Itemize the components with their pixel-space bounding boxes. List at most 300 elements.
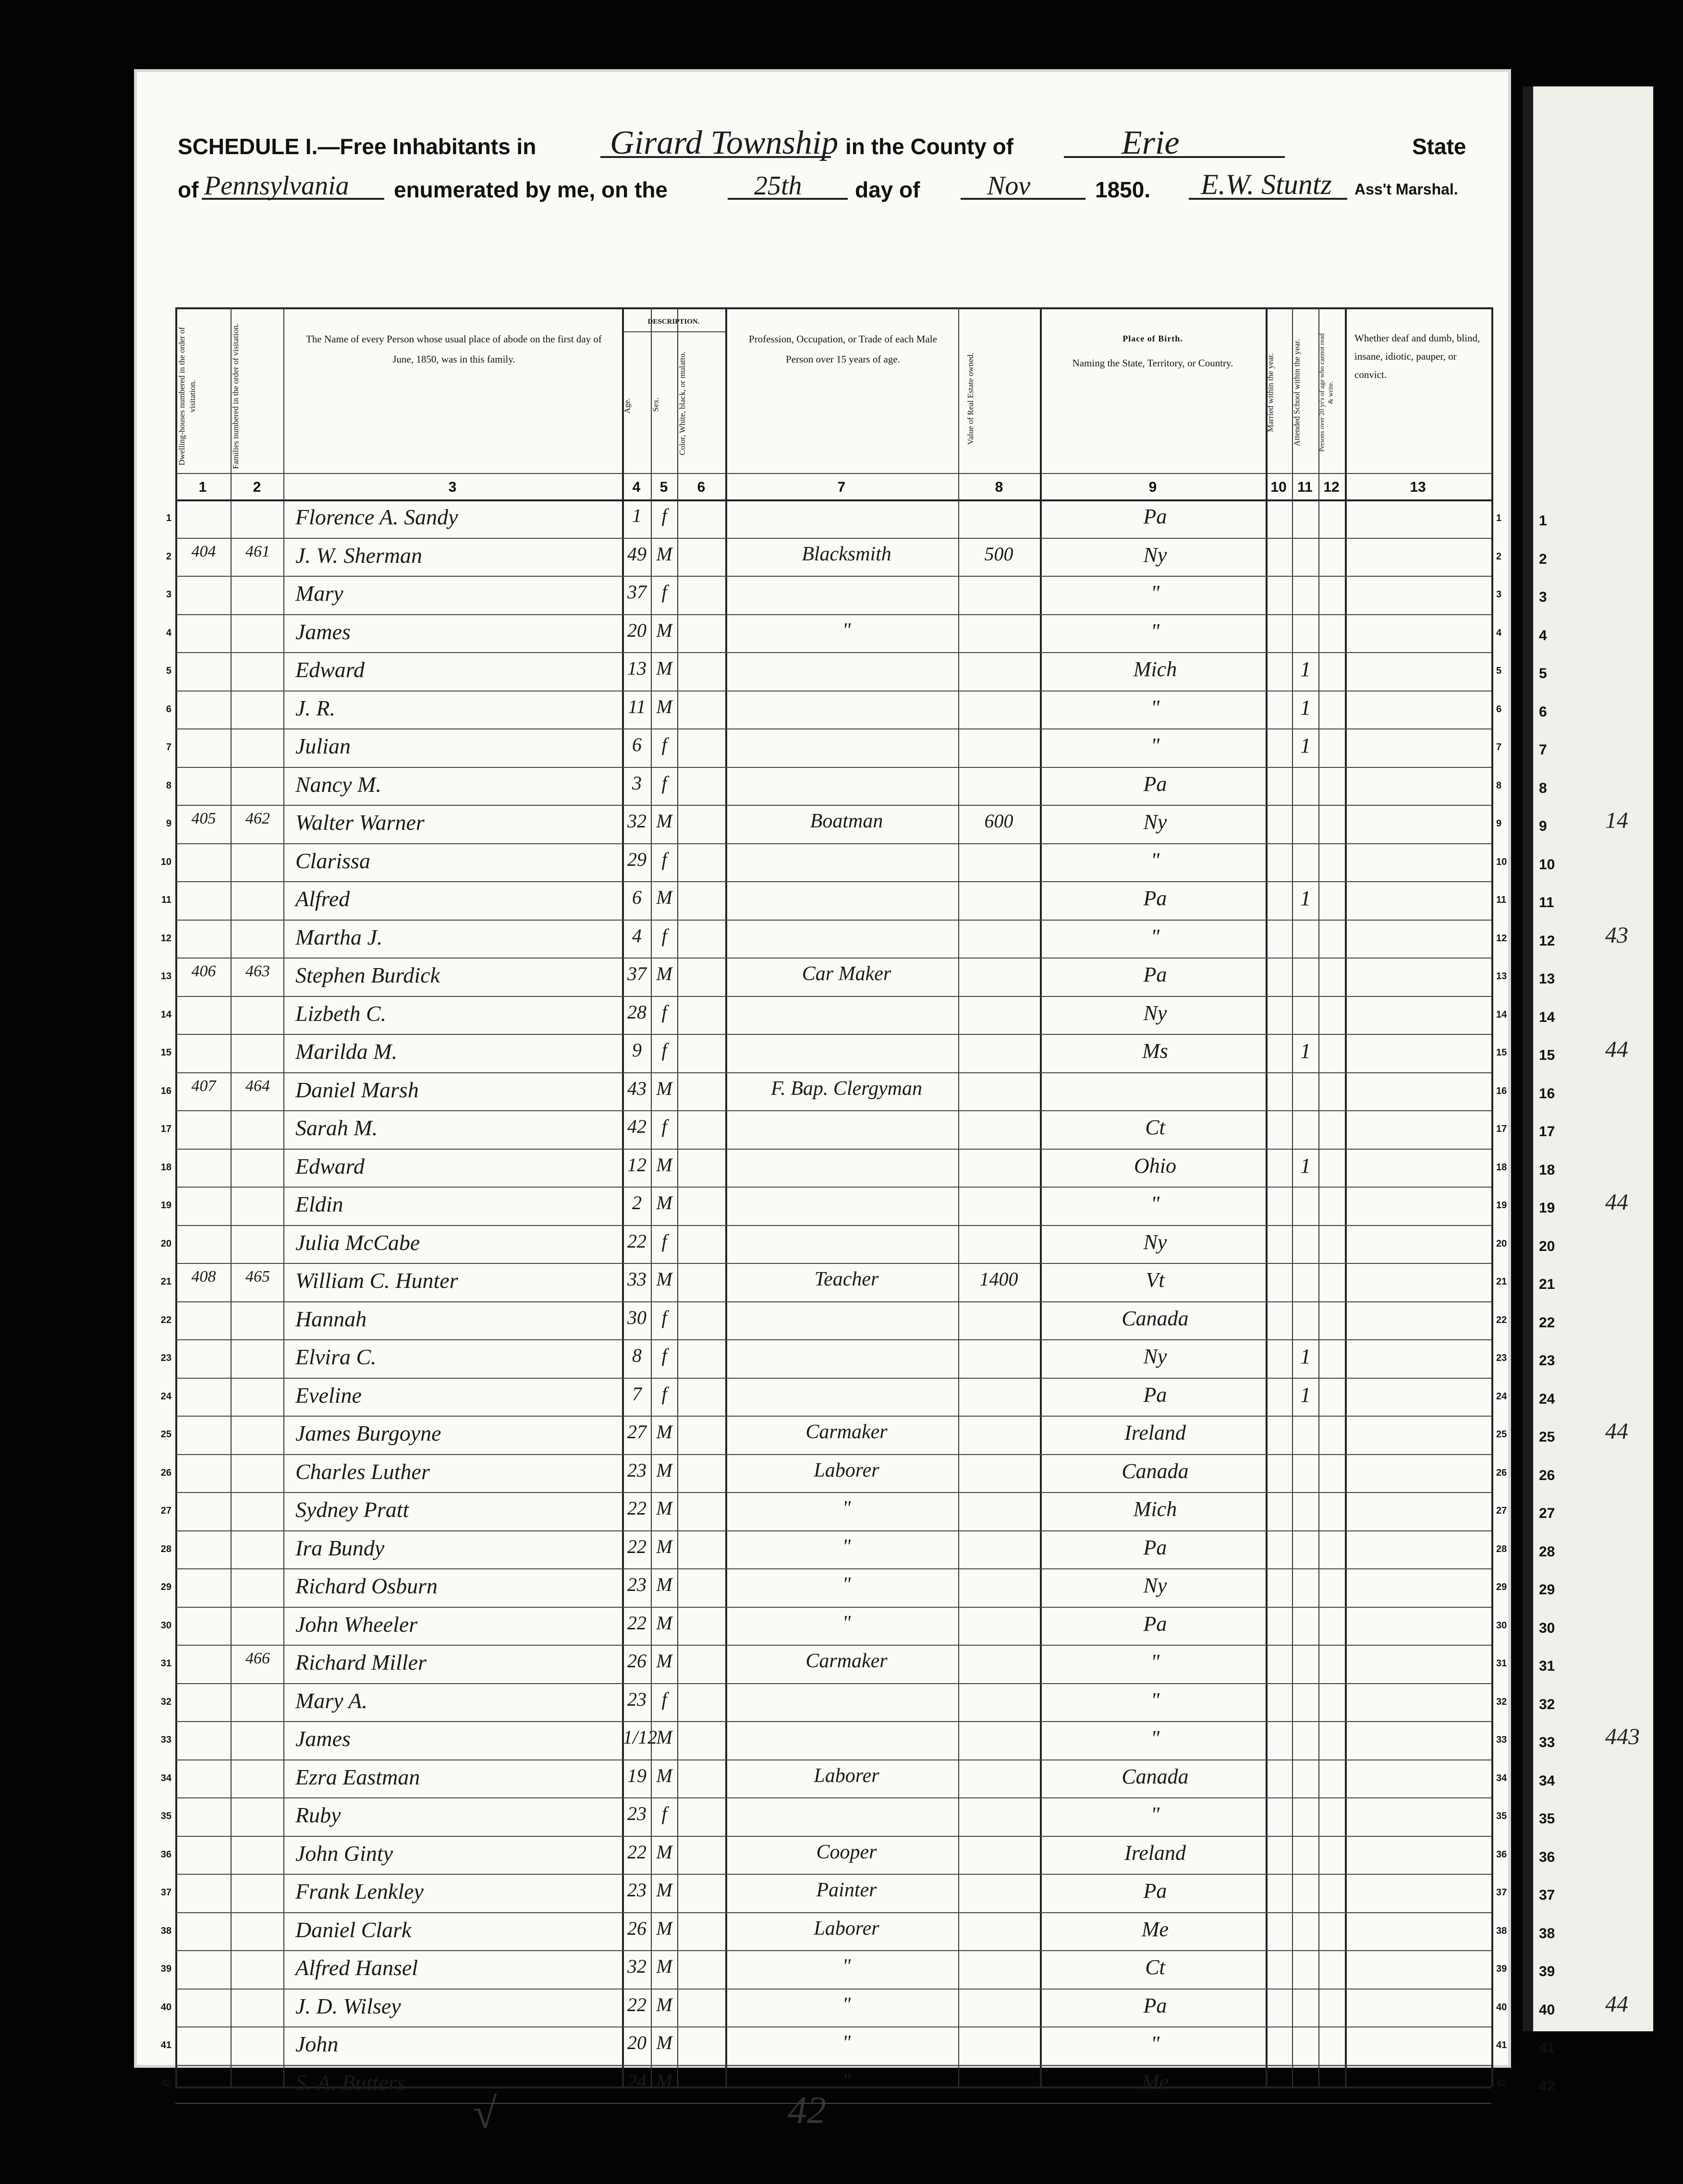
cell-birthplace: Canada: [1122, 1764, 1189, 1788]
cell-birthplace: Ohio: [1134, 1153, 1176, 1177]
adjacent-line-number: 10: [1539, 856, 1555, 873]
cell-name: James: [295, 619, 351, 644]
cell-sex: M: [656, 1421, 672, 1443]
row-rule: [175, 1187, 1491, 1188]
row-rule: [175, 652, 1491, 653]
line-number-left: 37: [160, 1887, 171, 1898]
cell-birthplace: ": [1150, 848, 1160, 872]
row-rule: [175, 2026, 1491, 2027]
line-number-right: 15: [1496, 1047, 1507, 1058]
row-rule: [175, 2065, 1491, 2066]
cell-name: Daniel Clark: [295, 1917, 412, 1942]
cell-name: Ruby: [295, 1803, 341, 1827]
column-number-bottom: [175, 499, 1491, 501]
line-number-right: 31: [1496, 1658, 1507, 1669]
line-number-right: 11: [1496, 895, 1507, 905]
row-rule: [175, 1607, 1491, 1608]
county-value: Erie: [1122, 124, 1180, 161]
cell-occupation: Laborer: [814, 1917, 879, 1940]
cell-occupation: ": [842, 1497, 851, 1519]
cell-name: Hannah: [295, 1306, 367, 1331]
adjacent-line-number: 24: [1539, 1391, 1555, 1407]
cell-name: Mary A.: [295, 1688, 367, 1713]
cell-occupation: ": [842, 1955, 851, 1978]
line-number-right: 22: [1496, 1314, 1507, 1325]
cell-birthplace: ": [1150, 1726, 1160, 1750]
cell-age: 23: [627, 1803, 646, 1824]
cell-name: Marilda M.: [295, 1039, 398, 1064]
cell-name: Richard Miller: [295, 1650, 427, 1674]
cell-birthplace: ": [1150, 2032, 1160, 2055]
row-rule: [175, 881, 1491, 882]
row-rule: [175, 1874, 1491, 1875]
header-school: Attended School within the year.: [1292, 339, 1302, 447]
cell-sex: M: [656, 543, 672, 565]
adjacent-line-number: 26: [1539, 1467, 1555, 1483]
cell-name: Florence A. Sandy: [295, 505, 458, 529]
cell-family: 465: [245, 1268, 270, 1286]
cell-occupation: Painter: [816, 1879, 877, 1901]
cell-sex: M: [656, 1077, 672, 1099]
cell-occupation: F. Bap. Clergyman: [771, 1077, 922, 1100]
cell-name: J. W. Sherman: [295, 543, 423, 568]
cell-sex: f: [661, 1230, 667, 1252]
header-name: The Name of every Person whose usual place of abode on the first day of June, 1850, was in this family.: [306, 333, 602, 365]
row-rule: [175, 614, 1491, 615]
line-number-right: 28: [1496, 1543, 1507, 1554]
cell-sex: f: [661, 1001, 667, 1023]
header-family: Families numbered in the order of visitation.: [231, 323, 240, 469]
adjacent-line-number: 42: [1539, 2078, 1555, 2094]
cell-birthplace: Ny: [1143, 543, 1167, 567]
cell-birthplace: Ny: [1143, 1574, 1167, 1597]
cell-sex: M: [656, 1764, 672, 1786]
row-rule: [175, 1530, 1491, 1531]
cell-sex: M: [656, 1268, 672, 1290]
line-number-left: 27: [160, 1505, 171, 1516]
column-number: 9: [1148, 479, 1157, 495]
cell-age: 26: [627, 1917, 646, 1939]
row-rule: [175, 1416, 1491, 1417]
cell-occupation: Teacher: [814, 1268, 879, 1290]
cell-sex: M: [656, 1574, 672, 1595]
adjacent-line-number: 34: [1539, 1772, 1555, 1789]
cell-name: John Ginty: [295, 1841, 393, 1866]
cell-sex: f: [661, 1688, 667, 1710]
line-number-left: 34: [160, 1772, 171, 1784]
adjacent-page-mark: 44: [1605, 1419, 1628, 1444]
cell-sex: f: [661, 1803, 667, 1824]
cell-occupation: ": [842, 2070, 851, 2092]
cell-name: Stephen Burdick: [295, 963, 440, 987]
line-number-left: 21: [160, 1276, 171, 1287]
header-sex: Sex.: [651, 397, 660, 412]
cell-name: Edward: [295, 657, 365, 682]
cell-birthplace: Pa: [1143, 1879, 1167, 1903]
line-number-right: 21: [1496, 1276, 1507, 1287]
col-line-10: [1292, 307, 1293, 2087]
year-label: 1850.: [1095, 177, 1151, 202]
row-rule: [175, 2103, 1491, 2104]
row-rule: [175, 996, 1491, 997]
line-number-left: 7: [166, 742, 171, 752]
adjacent-page-mark: 43: [1605, 922, 1628, 948]
cell-sex: M: [656, 1955, 672, 1977]
cell-name: S. A. Butters: [295, 2070, 406, 2095]
county-label: in the County of: [845, 134, 1014, 159]
cell-name: John Wheeler: [295, 1612, 418, 1637]
line-number-right: 33: [1496, 1735, 1507, 1745]
line-number-left: 12: [160, 933, 171, 944]
line-number-right: 9: [1496, 818, 1502, 829]
column-number: 4: [632, 479, 641, 495]
cell-birthplace: ": [1150, 1192, 1160, 1215]
adjacent-line-number: 28: [1539, 1543, 1555, 1560]
cell-birthplace: ": [1150, 619, 1160, 643]
day-value: 25th: [754, 171, 802, 201]
line-number-left: 39: [160, 1964, 171, 1974]
adjacent-line-number: 19: [1539, 1200, 1555, 1216]
cell-name: Walter Warner: [295, 810, 425, 835]
adjacent-page-mark: 44: [1605, 1037, 1628, 1062]
line-number-left: 24: [160, 1391, 171, 1402]
cell-occupation: Cooper: [816, 1841, 877, 1863]
cell-birthplace: Ms: [1142, 1039, 1168, 1063]
cell-sex: M: [656, 1497, 672, 1519]
column-number: 10: [1270, 479, 1287, 495]
adjacent-line-number: 25: [1539, 1429, 1555, 1445]
row-rule: [175, 576, 1491, 577]
month-value: Nov: [987, 171, 1031, 201]
cell-birthplace: ": [1150, 581, 1160, 605]
cell-sex: M: [656, 657, 672, 679]
header-age: Age.: [622, 398, 632, 414]
header-real-estate: Value of Real Estate owned.: [966, 352, 975, 445]
cell-sex: M: [656, 1153, 672, 1176]
cell-occupation: Blacksmith: [802, 543, 891, 565]
adjacent-line-number: 16: [1539, 1085, 1555, 1102]
cell-occupation: Car Maker: [802, 963, 891, 985]
cell-name: Edward: [295, 1153, 365, 1178]
row-rule: [175, 1378, 1491, 1379]
cell-sex: f: [661, 772, 667, 794]
cell-name: John: [295, 2032, 339, 2056]
line-number-right: 13: [1496, 971, 1507, 982]
cell-age: 29: [627, 848, 646, 870]
adjacent-line-number: 3: [1539, 589, 1547, 605]
row-rule: [175, 1912, 1491, 1913]
cell-school: 1: [1300, 657, 1311, 681]
adjacent-page-mark: 44: [1605, 1991, 1628, 2017]
line-number-left: 2: [166, 551, 171, 562]
marshal-value: E.W. Stuntz: [1201, 169, 1332, 200]
adjacent-line-number: 20: [1539, 1238, 1555, 1254]
col-line-11: [1318, 307, 1319, 2087]
line-number-right: 36: [1496, 1849, 1507, 1860]
line-number-right: 18: [1496, 1162, 1507, 1173]
adjacent-line-number: 15: [1539, 1047, 1555, 1063]
line-number-left: 16: [160, 1085, 171, 1096]
cell-sex: f: [661, 1116, 667, 1137]
column-number: 3: [448, 479, 457, 495]
line-number-left: 42: [160, 2078, 171, 2089]
header-description: DESCRIPTION.: [647, 318, 700, 326]
cell-sex: M: [656, 1650, 672, 1672]
cell-birthplace: ": [1150, 924, 1160, 948]
footer-count: 42: [788, 2089, 826, 2132]
line-number-right: 14: [1496, 1009, 1507, 1020]
line-number-right: 1: [1496, 513, 1502, 523]
cell-birthplace: ": [1150, 1688, 1160, 1712]
cell-age: 23: [627, 1459, 646, 1481]
cell-sex: M: [656, 2070, 672, 2092]
cell-age: 19: [627, 1764, 646, 1786]
cell-name: Julia McCabe: [295, 1230, 420, 1255]
column-number: 7: [837, 479, 846, 495]
row-rule: [175, 1034, 1491, 1035]
line-number-right: 30: [1496, 1620, 1507, 1631]
column-number: 8: [995, 479, 1003, 495]
line-number-left: 18: [160, 1162, 171, 1173]
line-number-right: 17: [1496, 1124, 1507, 1134]
adjacent-line-number: 29: [1539, 1582, 1555, 1598]
township-underline: [600, 156, 831, 158]
header-birthplace-title: Place of Birth.: [1122, 334, 1183, 343]
day-underline: [728, 198, 848, 200]
adjacent-line-number: 38: [1539, 1925, 1555, 1941]
cell-family: 463: [245, 962, 270, 980]
cell-name: Richard Osburn: [295, 1574, 438, 1598]
cell-dwelling: 405: [191, 810, 216, 827]
row-rule: [175, 1797, 1491, 1798]
cell-age: 23: [627, 1574, 646, 1595]
adjacent-line-number: 2: [1539, 551, 1547, 567]
adjacent-line-number: 27: [1539, 1505, 1555, 1521]
line-number-left: 38: [160, 1925, 171, 1936]
col-line-9: [1266, 307, 1268, 2087]
line-number-right: 20: [1496, 1238, 1507, 1249]
header-occupation: Profession, Occupation, or Trade of each Male Person over 15 years of age.: [749, 333, 937, 365]
cell-age: 7: [632, 1383, 642, 1405]
cell-school: 1: [1300, 1039, 1311, 1063]
cell-school: 1: [1300, 886, 1311, 910]
col-line-2: [283, 307, 284, 2087]
cell-sex: M: [656, 1612, 672, 1634]
cell-birthplace: ": [1150, 1650, 1160, 1674]
cell-birthplace: Vt: [1146, 1268, 1165, 1292]
adjacent-line-number: 33: [1539, 1735, 1555, 1750]
cell-name: J. D. Wilsey: [295, 1993, 401, 2018]
line-number-right: 19: [1496, 1200, 1507, 1211]
column-number: 1: [198, 479, 207, 495]
cell-age: 32: [627, 810, 646, 832]
cell-sex: M: [656, 810, 672, 832]
township-value: Girard Township: [610, 124, 839, 161]
adjacent-line-number: 32: [1539, 1696, 1555, 1712]
adjacent-line-number: 17: [1539, 1124, 1555, 1140]
cell-name: Sarah M.: [295, 1116, 378, 1140]
line-number-left: 17: [160, 1124, 171, 1134]
cell-birthplace: Pa: [1143, 772, 1167, 796]
cell-age: 13: [627, 657, 646, 679]
row-rule: [175, 1492, 1491, 1493]
cell-name: Clarissa: [295, 848, 370, 873]
cell-age: 22: [627, 1612, 646, 1634]
cell-birthplace: Me: [1141, 1917, 1169, 1941]
cell-occupation: Laborer: [814, 1764, 879, 1787]
cell-family: 462: [245, 810, 270, 827]
adjacent-page-edge: [1523, 86, 1653, 2094]
cell-dwelling: 404: [191, 542, 216, 560]
adjacent-page-mark: 14: [1605, 808, 1628, 833]
cell-birthplace: ": [1150, 695, 1160, 719]
line-number-left: 22: [160, 1314, 171, 1325]
cell-family: 466: [245, 1650, 270, 1667]
cell-name: Eldin: [295, 1192, 343, 1216]
cell-school: 1: [1300, 1345, 1311, 1368]
line-number-right: 34: [1496, 1772, 1507, 1784]
cell-sex: M: [656, 695, 672, 717]
cell-name: Julian: [295, 734, 351, 758]
cell-sex: f: [661, 848, 667, 870]
col-line-8: [1040, 307, 1042, 2087]
cell-birthplace: Pa: [1143, 886, 1167, 910]
cell-sex: M: [656, 1535, 672, 1557]
header-illiterate: Persons over 20 yr's of age who cannot read & write.: [1318, 333, 1335, 452]
line-number-right: 27: [1496, 1505, 1507, 1516]
cell-name: James Burgoyne: [295, 1421, 441, 1445]
line-number-left: 19: [160, 1200, 171, 1211]
adjacent-line-number: 31: [1539, 1658, 1555, 1674]
cell-birthplace: Pa: [1143, 963, 1167, 986]
cell-age: 23: [627, 1879, 646, 1901]
row-rule: [175, 1836, 1491, 1837]
adjacent-line-number: 11: [1539, 895, 1554, 910]
cell-age: 1/12: [623, 1726, 658, 1748]
header-condition: Whether deaf and dumb, blind, insane, idiotic, pauper, or convict.: [1354, 332, 1480, 380]
line-number-left: 26: [160, 1467, 171, 1478]
line-number-right: 32: [1496, 1696, 1507, 1707]
line-number-left: 14: [160, 1009, 171, 1020]
adjacent-page-mark: 443: [1605, 1724, 1640, 1749]
cell-name: Alfred Hansel: [295, 1955, 418, 1980]
cell-sex: M: [656, 1917, 672, 1939]
cell-sex: f: [661, 1345, 667, 1366]
line-number-left: 5: [166, 666, 171, 676]
cell-birthplace: Pa: [1143, 1383, 1167, 1407]
cell-age: 3: [632, 772, 642, 794]
row-rule: [175, 1989, 1491, 1990]
row-rule: [175, 1110, 1491, 1111]
line-number-left: 40: [160, 2002, 171, 2013]
column-number-top: [175, 473, 1491, 474]
cell-age: 9: [632, 1039, 642, 1061]
cell-birthplace: Ny: [1143, 810, 1167, 834]
cell-sex: M: [656, 1993, 672, 2015]
cell-sex: M: [656, 1459, 672, 1481]
row-rule: [175, 1759, 1491, 1760]
adjacent-line-number: 12: [1539, 933, 1555, 949]
cell-occupation: ": [842, 1993, 851, 2016]
state-underline: [202, 198, 384, 200]
cell-sex: M: [656, 886, 672, 908]
cell-birthplace: Canada: [1122, 1459, 1189, 1483]
line-number-right: 39: [1496, 1964, 1507, 1974]
adjacent-line-number: 14: [1539, 1009, 1555, 1025]
cell-birthplace: Ireland: [1124, 1841, 1186, 1865]
adjacent-line-number: 41: [1539, 2040, 1555, 2056]
row-rule: [175, 1225, 1491, 1226]
description-rule: [622, 331, 725, 332]
cell-birthplace: Canada: [1122, 1306, 1189, 1330]
row-rule: [175, 1683, 1491, 1684]
line-number-left: 3: [166, 589, 171, 600]
row-rule: [175, 843, 1491, 844]
asst-marshal-label: Ass't Marshal.: [1354, 181, 1458, 198]
cell-age: 6: [632, 886, 642, 908]
header-color: Color, White, black, or mulatto.: [678, 351, 687, 456]
table-top-border: [175, 307, 1491, 309]
cell-value: 1400: [979, 1268, 1018, 1290]
line-number-right: 5: [1496, 666, 1502, 676]
cell-age: 37: [627, 963, 646, 984]
schedule-title: SCHEDULE I.—Free Inhabitants in: [178, 134, 537, 159]
cell-age: 42: [627, 1116, 646, 1137]
line-number-right: 8: [1496, 780, 1502, 791]
cell-name: Mary: [295, 581, 343, 606]
column-number: 13: [1410, 479, 1426, 495]
line-number-right: 25: [1496, 1429, 1507, 1440]
of-label: of: [178, 177, 199, 202]
cell-age: 12: [627, 1153, 646, 1176]
row-rule: [175, 1454, 1491, 1455]
cell-age: 43: [627, 1077, 646, 1099]
cell-occupation: Carmaker: [805, 1650, 888, 1672]
row-rule: [175, 691, 1491, 692]
cell-name: James: [295, 1726, 351, 1751]
line-number-left: 1: [166, 513, 171, 523]
col-line-0: [175, 307, 177, 2087]
cell-name: Martha J.: [295, 924, 383, 949]
adjacent-line-number: 35: [1539, 1811, 1555, 1827]
cell-occupation: ": [842, 1612, 851, 1634]
cell-birthplace: ": [1150, 734, 1160, 757]
line-number-left: 29: [160, 1582, 171, 1592]
adjacent-line-number: 22: [1539, 1314, 1555, 1331]
row-rule: [175, 538, 1491, 539]
adjacent-line-number: 37: [1539, 1887, 1555, 1903]
row-rule: [175, 920, 1491, 921]
cell-age: 30: [627, 1306, 646, 1328]
line-number-right: 7: [1496, 742, 1502, 752]
line-number-right: 40: [1496, 2002, 1507, 2013]
cell-age: 33: [627, 1268, 646, 1290]
col-line-12: [1345, 307, 1347, 2087]
line-number-right: 41: [1496, 2040, 1507, 2051]
line-number-right: 38: [1496, 1925, 1507, 1936]
adjacent-line-number: 7: [1539, 742, 1547, 758]
cell-name: Lizbeth C.: [295, 1001, 387, 1026]
adjacent-line-number: 1: [1539, 513, 1547, 529]
cell-age: 32: [627, 1955, 646, 1977]
adjacent-line-number: 6: [1539, 704, 1547, 720]
column-number: 6: [697, 479, 706, 495]
cell-occupation: ": [842, 1535, 851, 1558]
line-number-left: 25: [160, 1429, 171, 1440]
cell-occupation: Boatman: [810, 810, 883, 832]
cell-name: Elvira C.: [295, 1345, 377, 1369]
row-rule: [175, 1072, 1491, 1073]
